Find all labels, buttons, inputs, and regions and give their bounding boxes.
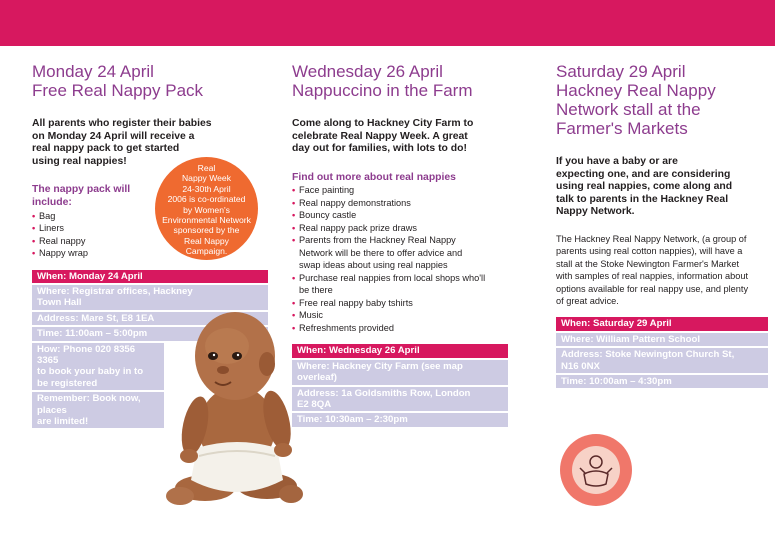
list-item: • Purchase real nappies from local shops who'll be there [292, 272, 508, 297]
real-nappy-week-badge: Real Nappy Week 24-30th April 2006 is co-ordinated by Women's Environmental Network sponsored by the Real Nappy Campaign. [155, 157, 258, 260]
saturday-when-box: When: Saturday 29 April [556, 317, 768, 330]
list-item: • Bouncy castle [292, 209, 508, 222]
list-item: • Real nappy [32, 235, 268, 248]
baby-photo [165, 308, 305, 513]
list-item: • Free real nappy baby tshirts [292, 297, 508, 310]
monday-how-box: How: Phone 020 8356 3365 to book your baby in to be registered [32, 343, 164, 391]
wednesday-intro: Come along to Hackney City Farm to celebrate Real Nappy Week. A great day out for families, with lots to do! [292, 118, 474, 155]
list-item: • Refreshments provided [292, 322, 508, 335]
saturday-time-box: Time: 10:00am – 4:30pm [556, 375, 768, 388]
wednesday-info-boxes [292, 344, 508, 426]
wednesday-time-box: Time: 10:30am – 2:30pm [292, 413, 508, 426]
wednesday-day-heading: Wednesday 26 April [292, 62, 443, 81]
monday-intro: All parents who register their babies on Monday 24 April will receive a real nappy pack to get started using real nappies! [32, 118, 212, 167]
top-color-band [0, 0, 775, 46]
saturday-day-heading: Saturday 29 April [556, 62, 686, 81]
monday-where-box: Where: Registrar offices, Hackney Town Hall [32, 285, 268, 310]
nappy-pack-heading: The nappy pack will include: [32, 184, 131, 208]
hackney-nappy-network-logo [556, 430, 636, 510]
list-item: • Face painting [292, 184, 508, 197]
wednesday-when-box: When: Wednesday 26 April [292, 344, 508, 357]
wednesday-title-heading: Nappuccino in the Farm [292, 81, 473, 100]
list-item: • Parents from the Hackney Real Nappy Network will be there to offer advice and swap ideas about using real nappies [292, 234, 508, 272]
list-item: • Real nappy demonstrations [292, 197, 508, 210]
monday-when-box: When: Monday 24 April [32, 270, 268, 283]
list-item: • Liners [32, 222, 268, 235]
saturday-description: The Hackney Real Nappy Network, (a group of parents using real cotton nappies), will have a stall at the Stoke Newington Farmer's Market with samples of real nappies, information about options available for real nappy use, and plenty of great advice. [556, 233, 749, 306]
find-out-more-heading: Find out more about real nappies [292, 171, 456, 183]
saturday-column [556, 62, 768, 388]
wednesday-address-box: Address: 1a Goldsmiths Row, London E2 8QA [292, 387, 508, 412]
monday-title-heading: Free Real Nappy Pack [32, 81, 204, 100]
wednesday-column [292, 62, 508, 427]
monday-day-heading: Monday 24 April [32, 62, 154, 81]
saturday-address-box: Address: Stoke Newington Church St, N16 0NX [556, 348, 768, 373]
wednesday-where-box: Where: Hackney City Farm (see map overleaf) [292, 360, 508, 385]
list-item: • Music [292, 309, 508, 322]
monday-address-box: Address: Mare St, E8 1EA [32, 312, 268, 325]
saturday-info-boxes [556, 317, 768, 388]
list-item: • Real nappy pack prize draws [292, 222, 508, 235]
list-item: • Bag [32, 210, 268, 223]
monday-time-box: Time: 11:00am – 5:00pm [32, 327, 268, 340]
saturday-intro: If you have a baby or are expecting one, and are considering using real nappies, come along and talk to parents in the Hackney Real Nappy Network. [556, 156, 733, 218]
saturday-title-heading: Hackney Real Nappy Network stall at the Farmer's Markets [556, 81, 716, 138]
saturday-where-box: Where: William Pattern School [556, 333, 768, 346]
activities-list [292, 184, 508, 334]
list-item: • Nappy wrap [32, 247, 268, 260]
monday-remember-box: Remember: Book now, places are limited! [32, 392, 164, 428]
